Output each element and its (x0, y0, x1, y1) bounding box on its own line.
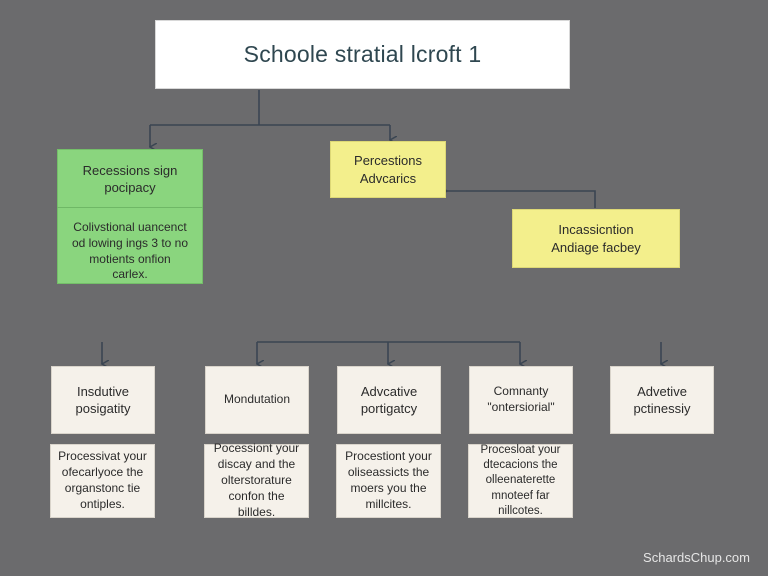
green-box (57, 149, 203, 284)
card-label-5: Advetive pctinessiy (610, 366, 714, 434)
green-box-heading: Recessions sign pocipacy (82, 163, 178, 196)
watermark: SchardsChup.com (643, 550, 750, 565)
yellow-box-right: Incassicntion Andiage facbey (512, 209, 680, 268)
card-label-1: Insdutive posigatity (51, 366, 155, 434)
card-label-2: Mondutation (205, 366, 309, 434)
connector-right-bar (447, 191, 595, 208)
card-desc-1: Processivat your ofecarlyoce the organstonc tie ontiples. (50, 444, 155, 518)
card-desc-4: Procesloat your dtecacions the olleenaterette mnoteef far nillcotes. (468, 444, 573, 518)
card-desc-3: Procestiont your oliseassicts the moers you the millcites. (336, 444, 441, 518)
yellow-box-mid: Percestions Advcarics (330, 141, 446, 198)
green-box-body: Colivstional uancenct od lowing ings 3 to no motients onfion carlex. (71, 220, 189, 282)
card-label-4: Comnanty "ontersiorial" (469, 366, 573, 434)
green-box-divider (57, 207, 203, 208)
diagram-title-box (155, 20, 570, 89)
card-label-3: Advcative portigatcy (337, 366, 441, 434)
card-desc-2: Pocessiont your discay and the olterstorature confon the billdes. (204, 444, 309, 518)
diagram-title: Schoole stratial lcroft 1 (243, 41, 482, 68)
